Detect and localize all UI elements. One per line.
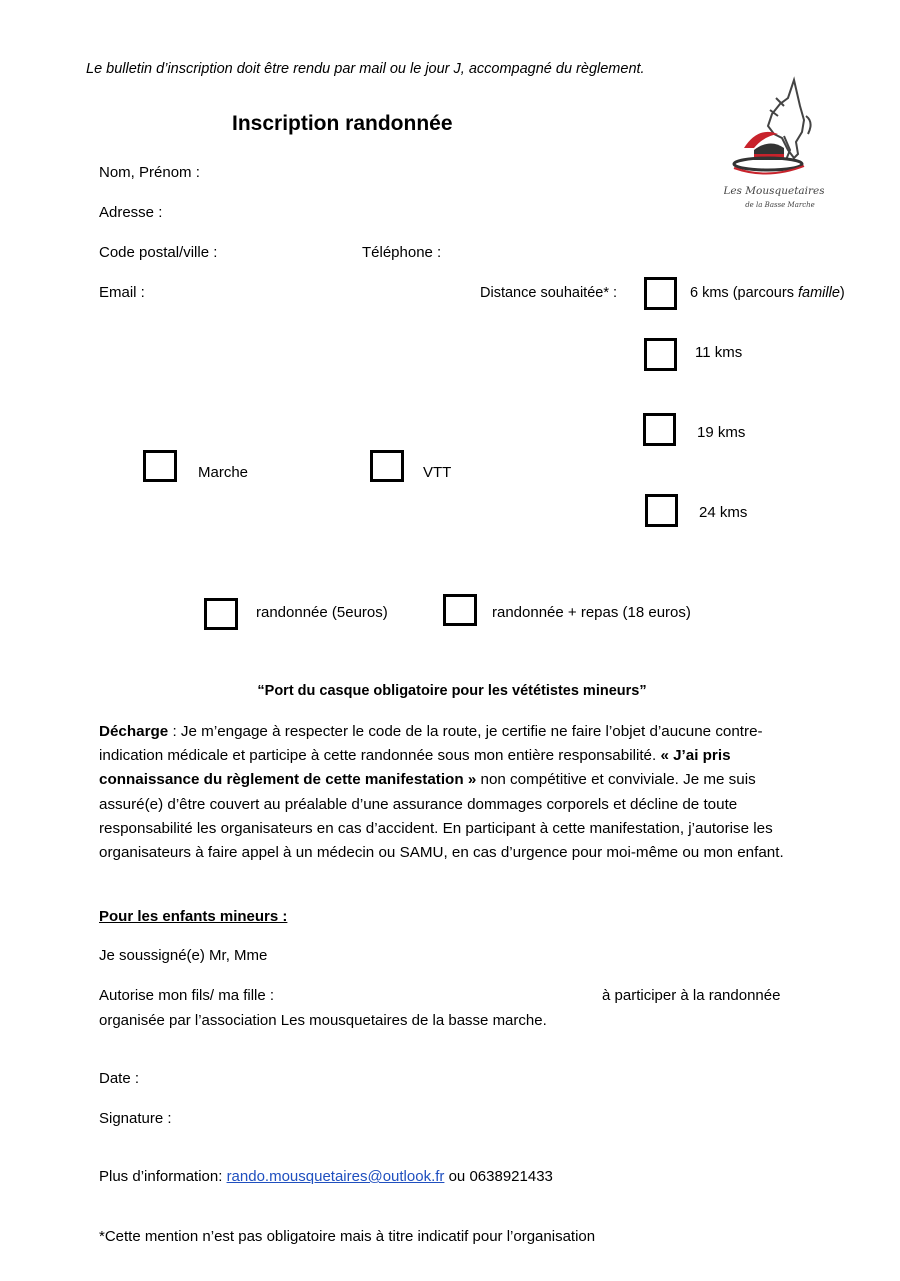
name-field-label: Nom, Prénom :: [99, 164, 200, 181]
email-field-label: Email :: [99, 284, 145, 301]
minors-heading: Pour les enfants mineurs :: [99, 908, 288, 925]
distance-6km-checkbox[interactable]: [644, 277, 677, 310]
hike-price-checkbox[interactable]: [204, 598, 238, 630]
date-label: Date :: [99, 1070, 140, 1087]
distance-11km-label: 11 kms: [695, 344, 743, 361]
distance-19km-checkbox[interactable]: [643, 413, 676, 446]
participate-label: à participer à la randonnée: [602, 987, 781, 1004]
intro-text: Le bulletin d’inscription doit être rendu par mail ou le jour J, accompagné du règlement.: [86, 61, 645, 77]
signature-label: Signature :: [99, 1110, 172, 1127]
walk-label: Marche: [198, 464, 249, 481]
phone-field-label: Téléphone :: [362, 244, 442, 261]
postal-city-field-label: Code postal/ville :: [99, 244, 218, 261]
bike-checkbox[interactable]: [370, 450, 404, 482]
disclaimer-bold-quote: « J’ai pris connaissance du règlement de cette manifestation »: [99, 747, 731, 789]
logo-text-line1: Les Mousquetaires: [724, 185, 824, 197]
undersigned-label: Je soussigné(e) Mr, Mme: [99, 947, 268, 964]
distance-24km-label: 24 kms: [699, 504, 748, 521]
contact-phone: 0638921433: [469, 1168, 553, 1185]
organised-label: organisée par l’association Les mousquetaires de la basse marche.: [99, 1012, 547, 1029]
club-logo: [724, 76, 824, 218]
bike-label: VTT: [423, 464, 452, 481]
disclaimer-paragraph: Décharge : Je m’engage à respecter le code de la route, je certifie ne faire l’objet d’aucune contre-indication médicale et participe à cette randonnée sous mon entière responsabilité. « J’ai pris connaissance du règlement de cette manifestation » non compétitive et conviviale. Je me suis assuré(e) d’être couvert au préalable d’une assurance dommages corporels et décline de toute responsabilité les organisateurs en cas d’accident. En participant à cette manifestation, j’autorise les organisateurs à faire appel à un médecin ou SAMU, en cas d’urgence pour moi-même ou mon enfant.: [99, 723, 784, 862]
distance-label: Distance souhaitée* :: [480, 285, 618, 301]
walk-checkbox[interactable]: [143, 450, 177, 482]
horse-head-musketeer-hat-logo-icon: [724, 76, 824, 218]
logo-text-line2: de la Basse Marche: [745, 201, 815, 209]
helmet-notice: “Port du casque obligatoire pour les vététistes mineurs”: [257, 683, 647, 699]
hike-price-label: randonnée (5euros): [256, 604, 388, 621]
contact-line: Plus d’information: rando.mousquetaires@outlook.fr ou 0638921433: [99, 1168, 553, 1185]
page-title: Inscription randonnée: [232, 112, 453, 135]
contact-email-link[interactable]: rando.mousquetaires@outlook.fr: [226, 1168, 445, 1185]
distance-19km-label: 19 kms: [697, 424, 746, 441]
footnote: *Cette mention n’est pas obligatoire mais à titre indicatif pour l’organisation: [99, 1228, 596, 1245]
distance-6km-label: 6 kms (parcours famille): [690, 285, 845, 301]
hike-meal-price-label: randonnée + repas (18 euros): [492, 604, 691, 621]
hike-meal-price-checkbox[interactable]: [443, 594, 477, 626]
distance-11km-checkbox[interactable]: [644, 338, 677, 371]
authorize-label: Autorise mon fils/ ma fille :: [99, 987, 275, 1004]
disclaimer-label: Décharge: [99, 723, 169, 740]
address-field-label: Adresse :: [99, 204, 163, 221]
distance-24km-checkbox[interactable]: [645, 494, 678, 527]
